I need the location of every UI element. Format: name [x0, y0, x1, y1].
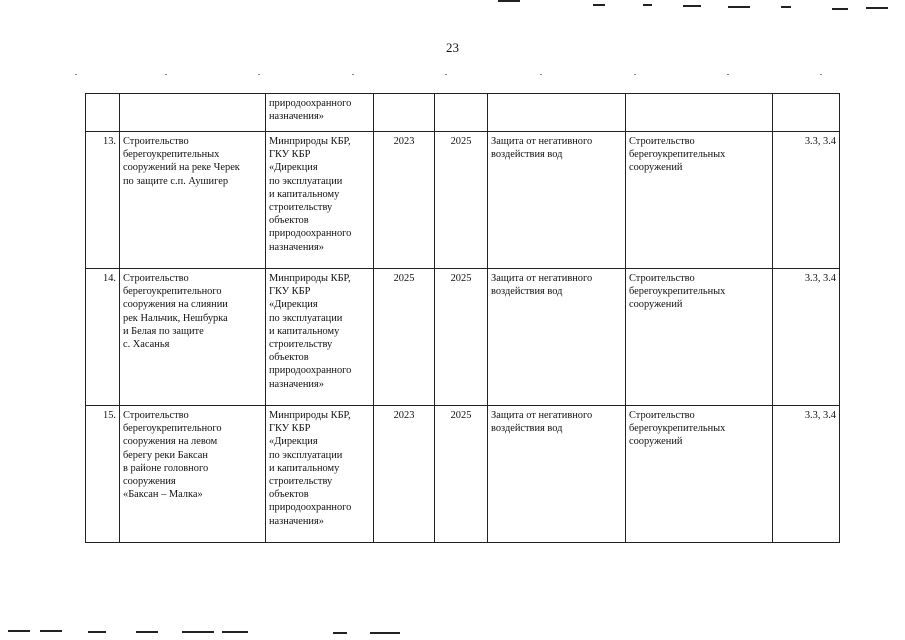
scan-artifact [40, 630, 62, 632]
scan-artifact [88, 631, 106, 633]
cell-end-year: 2025 [435, 132, 488, 269]
cell-goal: Защита от негативного воздействия вод [488, 269, 626, 406]
cell-measure-name [120, 94, 266, 132]
cell-executor: Минприроды КБР, ГКУ КБР «Дирекция по эксплуатации и капитальному строительству объектов природоохранного назначения» [266, 269, 374, 406]
cell-indicator-ref: 3.3, 3.4 [773, 269, 840, 406]
cell-executor: Минприроды КБР, ГКУ КБР «Дирекция по эксплуатации и капитальному строительству объектов природоохранного назначения» [266, 132, 374, 269]
scan-dot [352, 74, 354, 75]
cell-end-year: 2025 [435, 269, 488, 406]
scan-artifact [333, 632, 347, 634]
scan-dot [727, 74, 729, 75]
cell-start-year: 2023 [374, 132, 435, 269]
scan-dot [540, 74, 542, 75]
cell-result: Строительство берегоукрепительных сооружений [626, 406, 773, 543]
scan-artifact [683, 5, 701, 7]
scan-artifact [832, 8, 848, 10]
table-row [86, 269, 840, 406]
cell-executor: Минприроды КБР, ГКУ КБР «Дирекция по эксплуатации и капитальному строительству объектов природоохранного назначения» [266, 406, 374, 543]
cell-indicator-ref [773, 94, 840, 132]
scan-artifact [643, 4, 652, 6]
scan-dot [634, 74, 636, 75]
scan-artifact [136, 631, 158, 633]
scan-artifact [728, 6, 750, 8]
cell-end-year [435, 94, 488, 132]
scan-artifact [370, 632, 400, 634]
cell-indicator-ref: 3.3, 3.4 [773, 132, 840, 269]
measures-table [85, 93, 840, 543]
scan-dot [75, 74, 77, 75]
cell-goal [488, 94, 626, 132]
cell-start-year: 2023 [374, 406, 435, 543]
table-row [86, 132, 840, 269]
cell-number: 14. [86, 269, 120, 406]
cell-goal: Защита от негативного воздействия вод [488, 406, 626, 543]
scan-artifact [8, 630, 30, 632]
scan-artifact [866, 7, 888, 9]
scan-dot [258, 74, 260, 75]
cell-result: Строительство берегоукрепительных сооружений [626, 269, 773, 406]
scan-artifact [222, 631, 248, 633]
cell-start-year [374, 94, 435, 132]
scan-artifact [182, 631, 214, 633]
scan-artifact [781, 6, 791, 8]
page-number: 23 [446, 40, 459, 55]
scan-dot [165, 74, 167, 75]
cell-number: 15. [86, 406, 120, 543]
cell-result [626, 94, 773, 132]
cell-goal: Защита от негативного воздействия вод [488, 132, 626, 269]
cell-measure-name: Строительство берегоукрепительного сооружения на левом берегу реки Баксан в районе головного сооружения «Баксан – Малка» [120, 406, 266, 543]
scan-artifact [498, 0, 520, 2]
scan-artifact [593, 4, 605, 6]
cell-number [86, 94, 120, 132]
cell-number: 13. [86, 132, 120, 269]
cell-measure-name: Строительство берегоукрепительных сооружений на реке Черек по защите с.п. Аушигер [120, 132, 266, 269]
table-row [86, 406, 840, 543]
cell-end-year: 2025 [435, 406, 488, 543]
scan-dot [820, 74, 822, 75]
table-row-continuation [86, 94, 840, 132]
cell-measure-name: Строительство берегоукрепительного сооружения на слиянии рек Нальчик, Нешбурка и Белая по защите с. Хасанья [120, 269, 266, 406]
scan-dot [445, 74, 447, 75]
cell-executor: природоохранного назначения» [266, 94, 374, 132]
cell-indicator-ref: 3.3, 3.4 [773, 406, 840, 543]
cell-start-year: 2025 [374, 269, 435, 406]
cell-result: Строительство берегоукрепительных сооружений [626, 132, 773, 269]
